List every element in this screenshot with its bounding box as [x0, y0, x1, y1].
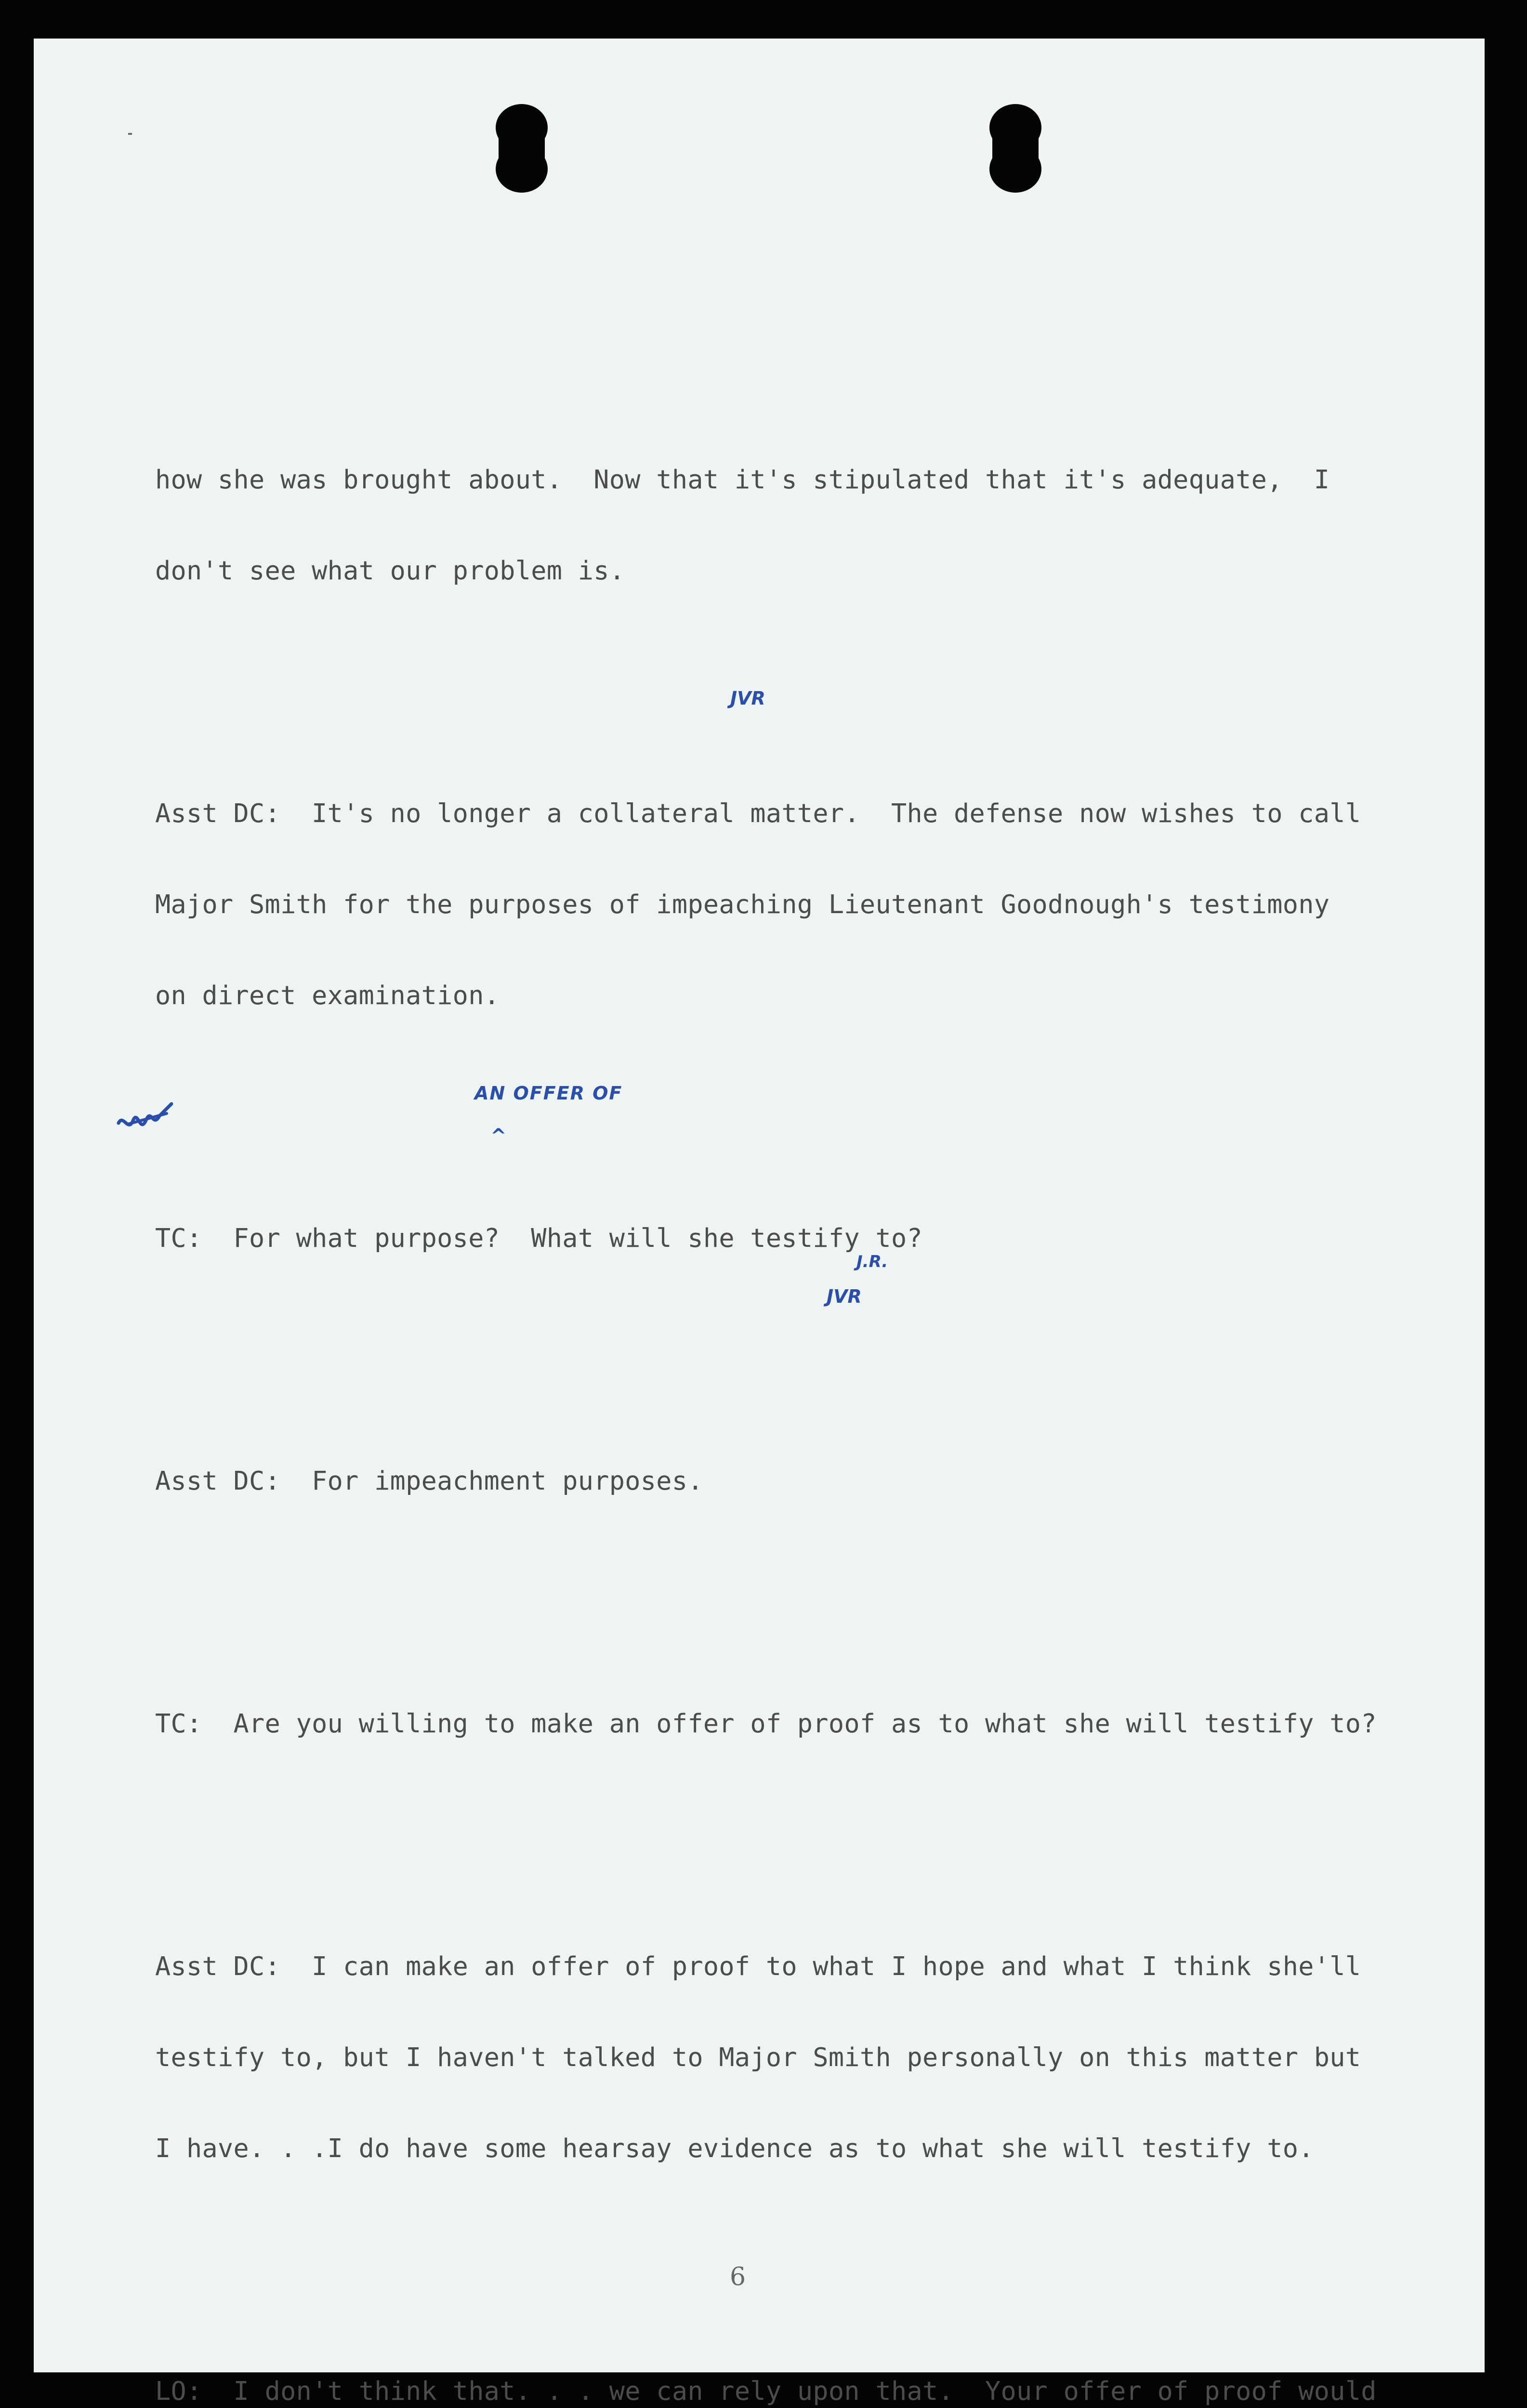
text-line: LO: I don't think that. . . we can rely upon that. Your offer of proof would: [155, 2376, 1377, 2406]
paragraph: [155, 1405, 1408, 1557]
text-line: TC: For what purpose? What will she testify to?: [155, 1223, 922, 1253]
handwritten-initials: J.R.: [856, 1252, 888, 1271]
paragraph: [155, 737, 1408, 1071]
paragraph: [155, 1890, 1408, 2224]
page-number: 6: [730, 2263, 746, 2291]
text-line: Major Smith for the purposes of impeaching Lieutenant Goodnough's testimony: [155, 889, 1330, 919]
punch-hole-left: [499, 105, 545, 192]
text-line: don't see what our problem is.: [155, 555, 625, 586]
punch-hole-right: [992, 105, 1039, 192]
speck: [128, 133, 132, 135]
handwritten-insertion: AN OFFER OF: [474, 1083, 623, 1104]
paragraph: [155, 1162, 1408, 1314]
text-line: I have. . .I do have some hearsay evidence as to what she will testify to.: [155, 2133, 1314, 2163]
handwritten-initials: JVR: [827, 1286, 862, 1307]
text-line: Asst DC: I can make an offer of proof to what I hope and what I think she'll: [155, 1951, 1361, 1981]
text-line: on direct examination.: [155, 980, 500, 1010]
insertion-caret: ^: [490, 1125, 507, 1147]
paragraph: [155, 1648, 1408, 1799]
text-line: Asst DC: For impeachment purposes.: [155, 1466, 703, 1496]
text-line: testify to, but I haven't talked to Major Smith personally on this matter but: [155, 2042, 1361, 2072]
paragraph: [155, 2315, 1408, 2408]
margin-pen-mark-icon: [114, 1094, 176, 1147]
text-line: Asst DC: It's no longer a collateral matter. The defense now wishes to call: [155, 798, 1361, 828]
handwritten-initials: JVR: [730, 688, 765, 709]
paragraph: [155, 404, 1408, 646]
text-line: TC: Are you willing to make an offer of proof as to what she will testify to?: [155, 1708, 1377, 1739]
text-line: how she was brought about. Now that it's stipulated that it's adequate, I: [155, 464, 1330, 495]
transcript-body: [155, 343, 1408, 2408]
